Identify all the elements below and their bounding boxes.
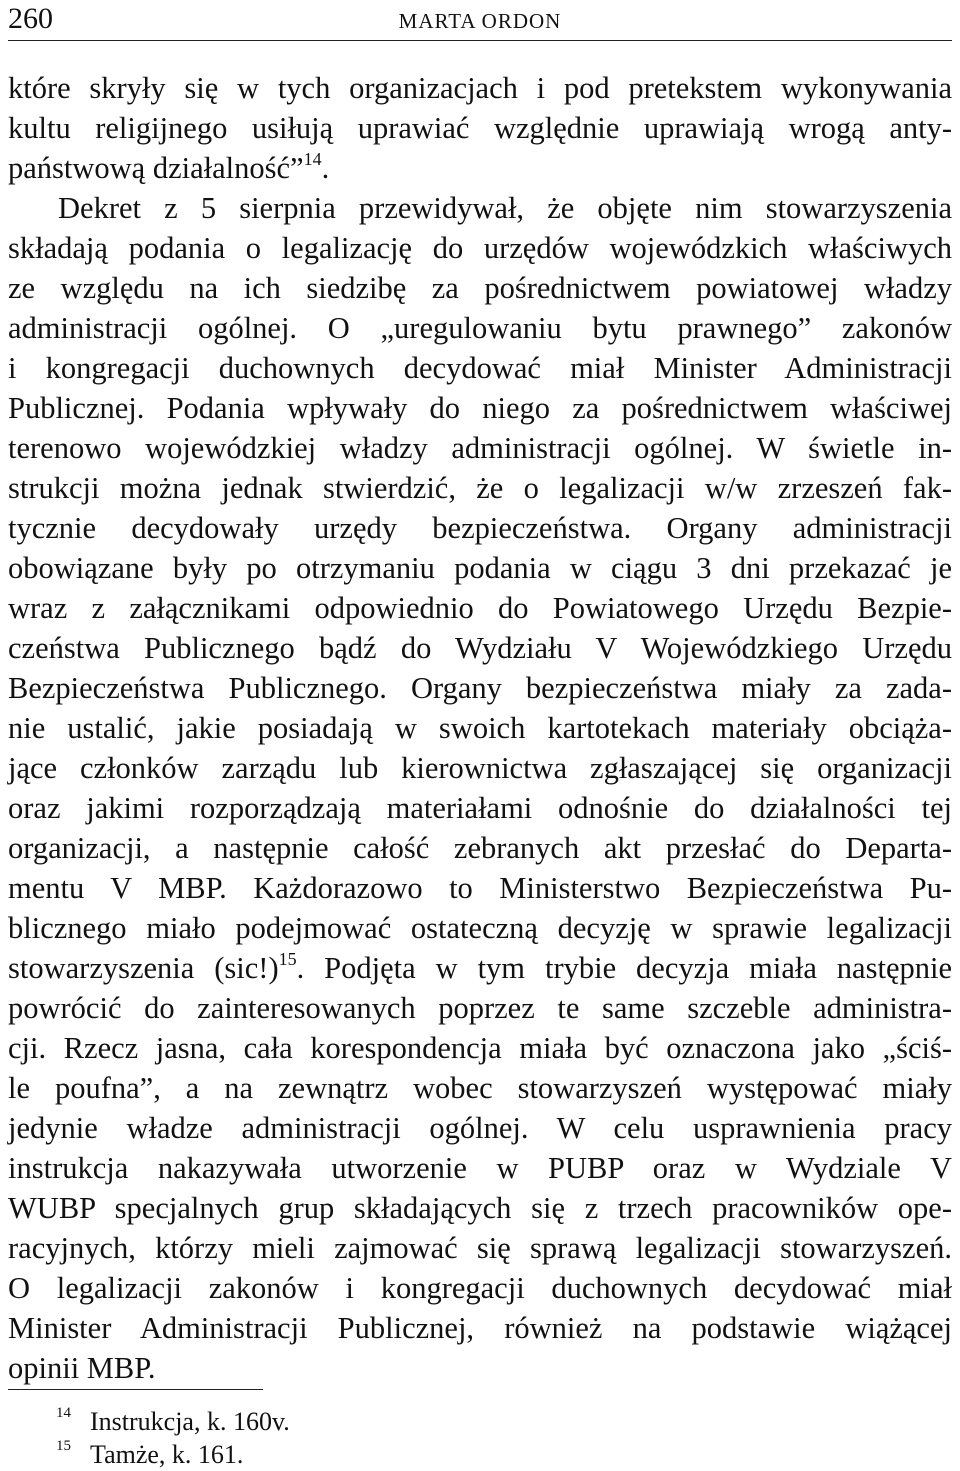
text-line: cji. Rzecz jasna, cała korespondencja miała być oznaczona jako „ściś- (8, 1031, 952, 1065)
text-line: terenowo wojewódzkiej władzy administracji ogólnej. W świetle in- (8, 431, 952, 465)
text-line: i kongregacji duchownych decydować miał Minister Administracji (8, 351, 952, 385)
text-line: blicznego miało podejmować ostateczną decyzję w sprawie legalizacji (8, 911, 952, 945)
text-line-tail: . (321, 151, 330, 185)
running-head: MARTA ORDON (398, 9, 562, 33)
text-line (8, 148, 952, 188)
text-line-content: państwową działalność” (8, 151, 304, 185)
header-rule (8, 40, 952, 41)
text-line: instrukcja nakazywała utworzenie w PUBP oraz w Wydziale V (8, 1151, 952, 1185)
text-line: O legalizacji zakonów i kongregacji duchownych decydować miał (8, 1271, 952, 1305)
footnote-ref: 14 (303, 148, 322, 169)
text-line: kultu religijnego usiłują uprawiać względnie uprawiają wrogą anty- (8, 111, 952, 145)
text-line-tail: . Podjęta w tym trybie decyzja miała następnie (296, 951, 952, 985)
footnote-15: $^{15}$ Tamże, k. 161. (56, 1438, 244, 1469)
text-line: oraz jakimi rozporządzają materiałami odnośnie do działalności tej (8, 791, 952, 825)
text-line: obowiązane były po otrzymaniu podania w ciągu 3 dni przekazać je (8, 551, 952, 585)
text-line: powrócić do zainteresowanych poprzez te same szczeble administra- (8, 991, 952, 1025)
footnote-text: Tamże, k. 161. (90, 1440, 244, 1469)
text-line: Bezpieczeństwa Publicznego. Organy bezpieczeństwa miały za zada- (8, 671, 952, 705)
text-line: organizacji, a następnie całość zebranych akt przesłać do Departa- (8, 831, 952, 865)
text-line: nie ustalić, jakie posiadają w swoich kartotekach materiały obciąża- (8, 711, 952, 745)
text-line: składają podania o legalizację do urzędów wojewódzkich właściwych (8, 231, 952, 265)
text-line: Minister Administracji Publicznej, również na podstawie wiążącej (8, 1311, 952, 1345)
text-line: jedynie władze administracji ogólnej. W celu usprawnienia pracy (8, 1111, 952, 1145)
footnote-rule (8, 1389, 263, 1390)
body-text (8, 68, 952, 1388)
text-line-content: stowarzyszenia (sic!) (8, 951, 279, 985)
text-line: opinii MBP. (8, 1351, 156, 1385)
footnote-ref: 15 (278, 948, 297, 969)
text-line: tycznie decydowały urzędy bezpieczeństwa. Organy administracji (8, 511, 952, 545)
text-line: które skryły się w tych organizacjach i pod pretekstem wykonywania (8, 71, 952, 105)
text-line: jące członków zarządu lub kierownictwa zgłaszającej się organizacji (8, 751, 952, 785)
text-line: administracji ogólnej. O „uregulowaniu bytu prawnego” zakonów (8, 311, 952, 345)
text-line: Dekret z 5 sierpnia przewidywał, że objęte nim stowarzyszenia (58, 191, 952, 225)
footnotes (56, 1405, 290, 1471)
text-line: racyjnych, którzy mieli zajmować się sprawą legalizacji stowarzyszeń. (8, 1231, 952, 1265)
text-line: mentu V MBP. Każdorazowo to Ministerstwo Bezpieczeństwa Pu- (8, 871, 952, 905)
text-line: czeństwa Publicznego bądź do Wydziału V Wojewódzkiego Urzędu (8, 631, 952, 665)
text-line: ze względu na ich siedzibę za pośrednictwem powiatowej władzy (8, 271, 952, 305)
page-header (8, 0, 952, 40)
page-number: 260 (8, 2, 53, 35)
text-line: strukcji można jednak stwierdzić, że o legalizacji w/w zrzeszeń fak- (8, 471, 952, 505)
footnote-text: Instrukcja, k. 160v. (90, 1407, 290, 1436)
text-line: WUBP specjalnych grup składających się z trzech pracowników ope- (8, 1191, 952, 1225)
text-line (8, 948, 952, 988)
text-line: wraz z załącznikami odpowiednio do Powiatowego Urzędu Bezpie- (8, 591, 952, 625)
text-line: Publicznej. Podania wpływały do niego za pośrednictwem właściwej (8, 391, 952, 425)
footnote-14: $^{14}$ Instrukcja, k. 160v. (56, 1405, 290, 1436)
text-line: le poufna”, a na zewnątrz wobec stowarzyszeń występować miały (8, 1071, 952, 1105)
